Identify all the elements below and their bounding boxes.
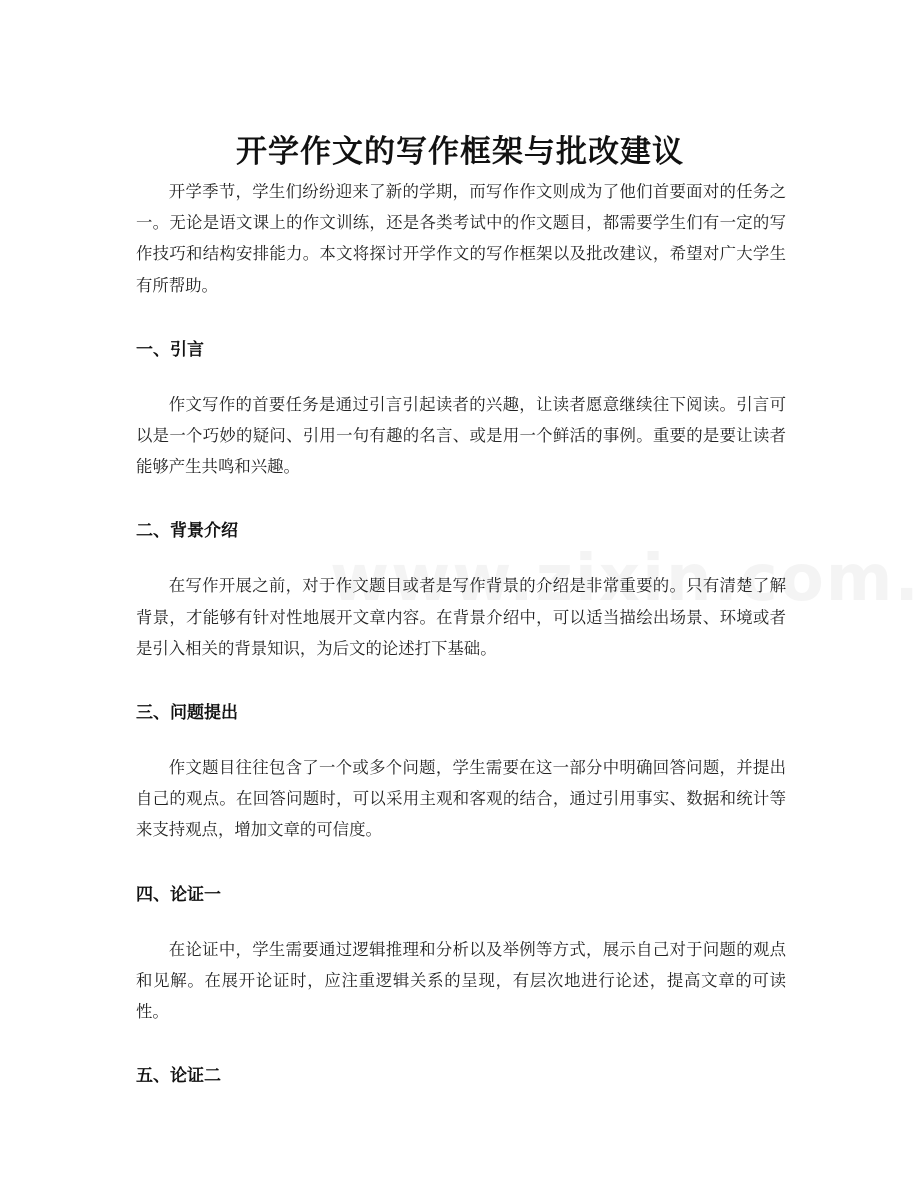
intro-paragraph: 开学季节，学生们纷纷迎来了新的学期，而写作作文则成为了他们首要面对的任务之一。无论是语文课上的作文训练，还是各类考试中的作文题目，都需要学生们有一定的写作技巧和结构安排能力。本文将探讨开学作文的写作框架以及批改建议，希望对广大学生有所帮助。	[136, 182, 786, 295]
section-heading-argument-one: 四、论证一	[136, 884, 221, 905]
section-paragraph-argument-one: 在论证中，学生需要通过逻辑推理和分析以及举例等方式，展示自己对于问题的观点和见解。在展开论证时，应注重逻辑关系的呈现，有层次地进行论述，提高文章的可读性。	[136, 939, 786, 1022]
section-heading-question: 三、问题提出	[136, 703, 238, 724]
page-title: 开学作文的写作框架与批改建议	[236, 133, 684, 170]
section-paragraph-background: 在写作开展之前，对于作文题目或者是写作背景的介绍是非常重要的。只有清楚了解背景，才能够有针对性地展开文章内容。在背景介绍中，可以适当描绘出场景、环境或者是引入相关的背景知识，为后文的论述打下基础。	[136, 576, 786, 658]
section-paragraph-introduction: 作文写作的首要任务是通过引言引起读者的兴趣，让读者愿意继续往下阅读。引言可以是一个巧妙的疑问、引用一句有趣的名言、或是用一个鲜活的事例。重要的是要让读者能够产生共鸣和兴趣。	[136, 394, 786, 477]
section-heading-introduction: 一、引言	[136, 339, 204, 360]
document-body	[136, 176, 786, 1091]
section-heading-argument-two: 五、论证二	[136, 1066, 221, 1087]
section-paragraph-question: 作文题目往往包含了一个或多个问题，学生需要在这一部分中明确回答问题，并提出自己的观点。在回答问题时，可以采用主观和客观的结合，通过引用事实、数据和统计等来支持观点，增加文章的可信度。	[136, 758, 786, 840]
section-heading-background: 二、背景介绍	[136, 521, 238, 542]
